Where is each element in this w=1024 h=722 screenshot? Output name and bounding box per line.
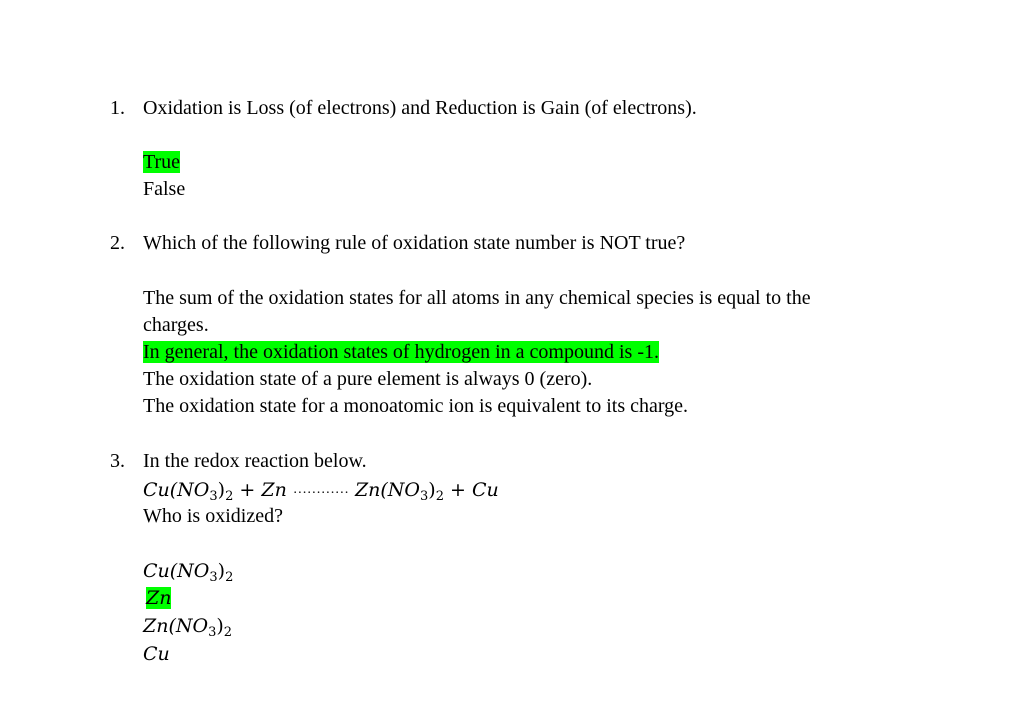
equation-reactant-2: Zn [261, 479, 287, 501]
answer-highlight: Zn [146, 587, 172, 609]
question-1-option-false[interactable]: False [143, 178, 186, 200]
equation-product-2: Cu [472, 479, 499, 501]
question-2-option-1-line-2[interactable]: charges. [143, 314, 209, 336]
question-3-prompt: In the redox reaction below. [143, 450, 367, 472]
equation-product-1: $Zn(NO_3)_2$ [354, 479, 444, 504]
question-2-option-2[interactable] [143, 339, 659, 366]
question-2-option-3[interactable]: The oxidation state of a pure element is always 0 (zero). [143, 368, 593, 390]
question-3-option-1[interactable]: $Cu(NO_3)_2$ [143, 560, 234, 585]
question-3-subprompt: Who is oxidized? [143, 505, 283, 527]
question-2-option-4[interactable]: The oxidation state for a monoatomic ion is equivalent to its charge. [143, 395, 689, 417]
question-2-option-1-line-1[interactable]: The sum of the oxidation states for all atoms in any chemical species is equal to the [143, 287, 811, 309]
question-2-prompt: Which of the following rule of oxidation state number is NOT true? [143, 232, 686, 254]
equation-reactant-1: $Cu(NO_3)_2$ [143, 479, 234, 504]
answer-highlight: True [143, 151, 181, 173]
question-3-option-2[interactable] [146, 585, 171, 612]
question-1-prompt: Oxidation is Loss (of electrons) and Reduction is Gain (of electrons). [143, 97, 697, 119]
question-3-number: 3. [110, 450, 125, 472]
question-1-option-true[interactable] [143, 149, 180, 176]
question-3-option-3[interactable]: $Zn(NO_3)_2$ [143, 615, 233, 640]
equation-plus: + [450, 479, 466, 501]
question-1-number: 1. [110, 97, 125, 119]
question-2-number: 2. [110, 232, 125, 254]
answer-highlight: In general, the oxidation states of hydrogen in a compound is -1. [143, 341, 659, 363]
question-3-option-4[interactable]: Cu [143, 643, 170, 665]
redox-equation [143, 476, 499, 504]
equation-arrow: ………… [292, 482, 349, 497]
equation-plus: + [239, 479, 256, 501]
